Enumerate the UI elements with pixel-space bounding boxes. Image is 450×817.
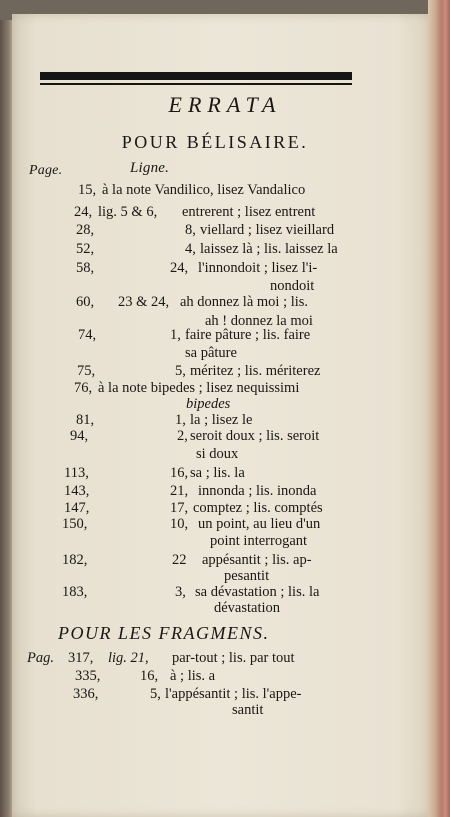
errata-line: 21, [170, 483, 189, 499]
fragment-page: 336, [73, 686, 99, 702]
errata-text: l'innondoit ; lisez l'i- [198, 260, 318, 276]
errata-line: 24, [170, 260, 189, 276]
errata-page: 143, [64, 483, 90, 499]
errata-line: 10, [170, 516, 189, 532]
errata-continuation: pesantit [224, 568, 270, 584]
errata-line: 1, [175, 412, 186, 428]
errata-text: innonda ; lis. inonda [198, 483, 317, 499]
fragment-text: par-tout ; lis. par tout [172, 650, 295, 666]
errata-page: 74, [78, 327, 97, 343]
errata-text: à la note Vandilico, lisez Vandalico [102, 182, 306, 198]
header-rule-thick [40, 72, 352, 80]
errata-line: 1, [170, 327, 181, 343]
errata-continuation: ah ! donnez la moi [205, 313, 313, 329]
errata-line: 22 [172, 552, 187, 568]
errata-text: à la note bipedes ; lisez nequissimi [98, 380, 300, 396]
fragment-row [0, 686, 450, 710]
errata-text: viellard ; lisez vieillard [200, 222, 335, 238]
errata-continuation: sa pâture [185, 345, 237, 361]
fragment-text: à ; lis. a [170, 668, 216, 684]
errata-line: 5, [175, 363, 186, 379]
errata-line: 16, [170, 465, 189, 481]
column-header-ligne: Ligne. [130, 160, 170, 176]
errata-page: 60, [76, 294, 95, 310]
errata-continuation: nondoit [270, 278, 315, 294]
column-header-page: Page. [29, 163, 63, 178]
fragment-line: lig. 21, [108, 650, 149, 666]
errata-continuation: point interrogant [210, 533, 308, 549]
errata-line: 2, [177, 428, 188, 444]
errata-row [0, 182, 450, 206]
errata-text: seroit doux ; lis. seroit [190, 428, 320, 444]
errata-line: 4, [185, 241, 196, 257]
errata-text: entrerent ; lisez entrent [182, 204, 316, 220]
errata-line: 8, [185, 222, 196, 238]
errata-page: 182, [62, 552, 88, 568]
fragment-page: 335, [75, 668, 101, 684]
errata-row [0, 260, 450, 284]
errata-page: 183, [62, 584, 88, 600]
errata-text: faire pâture ; lis. faire [185, 327, 311, 343]
fragment-text: l'appésantit ; lis. l'appe- [165, 686, 302, 702]
errata-page: 52, [76, 241, 95, 257]
errata-line: 3, [175, 584, 186, 600]
errata-text: méritez ; lis. mériterez [190, 363, 321, 379]
errata-page: 15, [78, 182, 97, 198]
fragment-continuation: santit [232, 702, 264, 718]
errata-line: 17, [170, 500, 189, 516]
errata-subtitle: POUR BÉLISAIRE. [121, 132, 309, 152]
errata-page: 75, [77, 363, 96, 379]
errata-page: 28, [76, 222, 95, 238]
errata-page: 147, [64, 500, 90, 516]
errata-text: laissez là ; lis. laissez la [200, 241, 338, 257]
errata-page: 94, [70, 428, 89, 444]
errata-text: comptez ; lis. comptés [193, 500, 323, 516]
errata-continuation: dévastation [214, 600, 281, 616]
fragment-prefix: Pag. [27, 650, 54, 666]
errata-continuation: bipedes [186, 396, 231, 412]
fragment-line: 5, [150, 686, 161, 702]
fragments-title: POUR LES FRAGMENS. [58, 623, 270, 643]
errata-title: ERRATA [168, 92, 282, 117]
errata-text: la ; lisez le [190, 412, 253, 428]
errata-page: 76, [74, 380, 93, 396]
errata-page: 150, [62, 516, 88, 532]
fragment-line: 16, [140, 668, 159, 684]
errata-line: 23 & 24, [118, 294, 170, 310]
errata-continuation: si doux [196, 446, 239, 462]
errata-page: 58, [76, 260, 95, 276]
errata-text: appésantit ; lis. ap- [202, 552, 312, 568]
errata-page: 24, [74, 204, 93, 220]
fragment-page: 317, [68, 650, 94, 666]
errata-line: lig. 5 & 6, [98, 204, 158, 220]
errata-page: 81, [76, 412, 95, 428]
errata-text: sa ; lis. la [190, 465, 245, 481]
errata-text: sa dévastation ; lis. la [195, 584, 320, 600]
header-rule-thin [40, 83, 352, 85]
errata-text: un point, au lieu d'un [198, 516, 321, 532]
errata-page: 113, [64, 465, 89, 481]
errata-text: ah donnez là moi ; lis. [180, 294, 309, 310]
